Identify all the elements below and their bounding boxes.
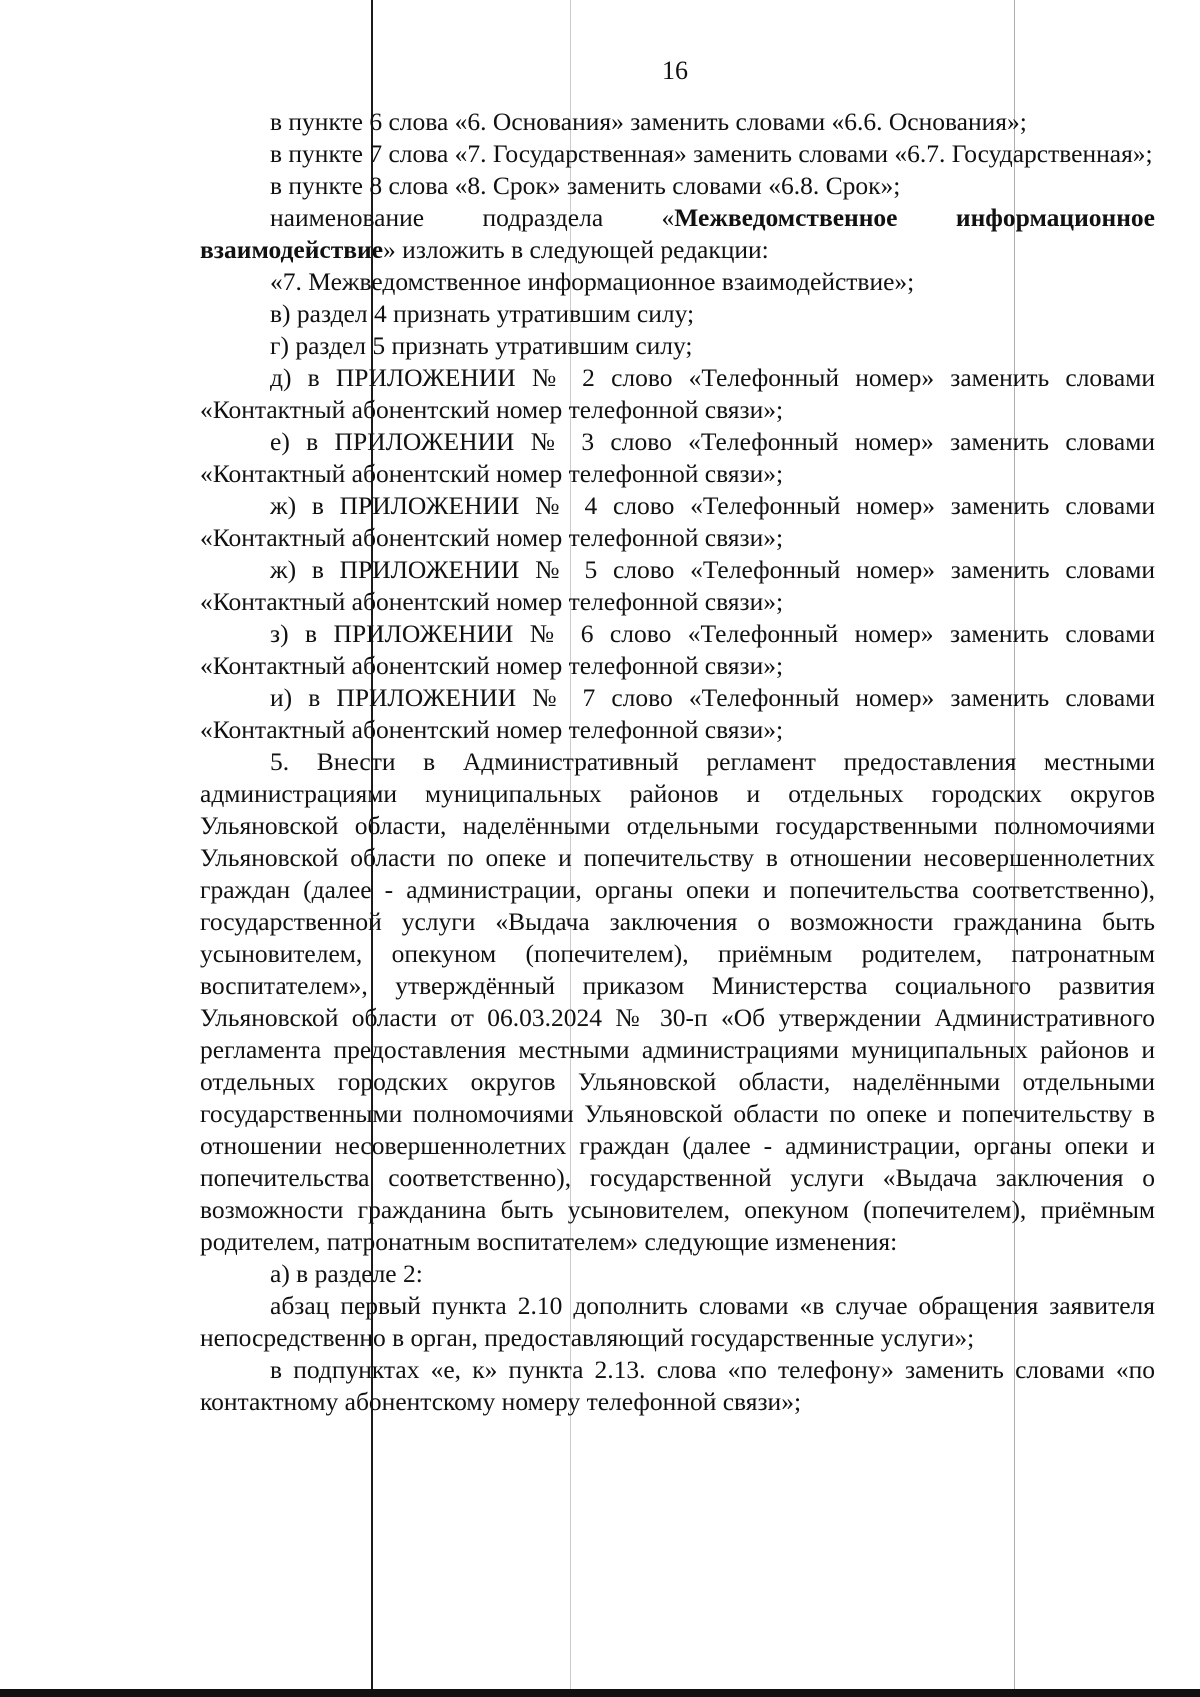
- paragraph: в пункте 8 слова «8. Срок» заменить словами «6.8. Срок»;: [270, 171, 901, 200]
- paragraph-text: наименование подраздела «: [270, 203, 675, 232]
- paragraph: в) раздел 4 признать утратившим силу;: [270, 299, 695, 328]
- page-number: 16: [662, 56, 688, 85]
- paragraph: в пункте 7 слова «7. Государственная» заменить словами «6.7. Государственная»;: [270, 139, 1153, 168]
- subsection-title: Межведомственное информационное взаимодействие: [200, 203, 1155, 264]
- paragraph: ж) в ПРИЛОЖЕНИИ № 5 слово «Телефонный номер» заменить словами «Контактный абонентский номер телефонной связи»;: [200, 555, 1155, 616]
- paragraph: г) раздел 5 признать утратившим силу;: [270, 331, 693, 360]
- paragraph: з) в ПРИЛОЖЕНИИ № 6 слово «Телефонный номер» заменить словами «Контактный абонентский номер телефонной связи»;: [200, 619, 1155, 680]
- paragraph-text: » изложить в следующей редакции:: [383, 235, 769, 264]
- paragraph: в подпунктах «е, к» пункта 2.13. слова «по телефону» заменить словами «по контактному абонентскому номеру телефонной связи»;: [200, 1355, 1155, 1416]
- paragraph: е) в ПРИЛОЖЕНИИ № 3 слово «Телефонный номер» заменить словами «Контактный абонентский номер телефонной связи»;: [200, 427, 1155, 488]
- paragraph: [200, 202, 1155, 266]
- paragraph: а) в разделе 2:: [270, 1259, 423, 1288]
- paragraph: 5. Внести в Административный регламент предоставления местными администрациями муниципальных районов и отдельных городских округов Ульяновской области, наделёнными отдельными государственными полномочиями Ульяновской области по опеке и попечительству в отношении несовершеннолетних граждан (далее - администрации, органы опеки и попечительства соответственно), государственной услуги «Выдача заключения о возможности гражданина быть усыновителем, опекуном (попечителем), приёмным родителем, патронатным воспитателем», утверждённый приказом Министерства социального развития Ульяновской области от 06.03.2024 № 30-п «Об утверждении Административного регламента предоставления местными администрациями муниципальных районов и отдельных городских округов Ульяновской области, наделёнными отдельными государственными полномочиями Ульяновской области по опеке и попечительству в отношении несовершеннолетних граждан (далее - администрации, органы опеки и попечительства соответственно), государственной услуги «Выдача заключения о возможности гражданина быть усыновителем, опекуном (попечителем), приёмным родителем, патронатным воспитателем» следующие изменения:: [200, 747, 1155, 1256]
- paragraph: и) в ПРИЛОЖЕНИИ № 7 слово «Телефонный номер» заменить словами «Контактный абонентский номер телефонной связи»;: [200, 683, 1155, 744]
- paragraph: абзац первый пункта 2.10 дополнить словами «в случае обращения заявителя непосредственно в орган, предоставляющий государственные услуги»;: [200, 1291, 1155, 1352]
- page-bottom-border: [0, 1689, 1200, 1697]
- paragraph: «7. Межведомственное информационное взаимодействие»;: [270, 267, 915, 296]
- paragraph: ж) в ПРИЛОЖЕНИИ № 4 слово «Телефонный номер» заменить словами «Контактный абонентский номер телефонной связи»;: [200, 491, 1155, 552]
- document-body: [200, 106, 1155, 1418]
- paragraph: д) в ПРИЛОЖЕНИИ № 2 слово «Телефонный номер» заменить словами «Контактный абонентский номер телефонной связи»;: [200, 363, 1155, 424]
- paragraph: в пункте 6 слова «6. Основания» заменить словами «6.6. Основания»;: [270, 107, 1027, 136]
